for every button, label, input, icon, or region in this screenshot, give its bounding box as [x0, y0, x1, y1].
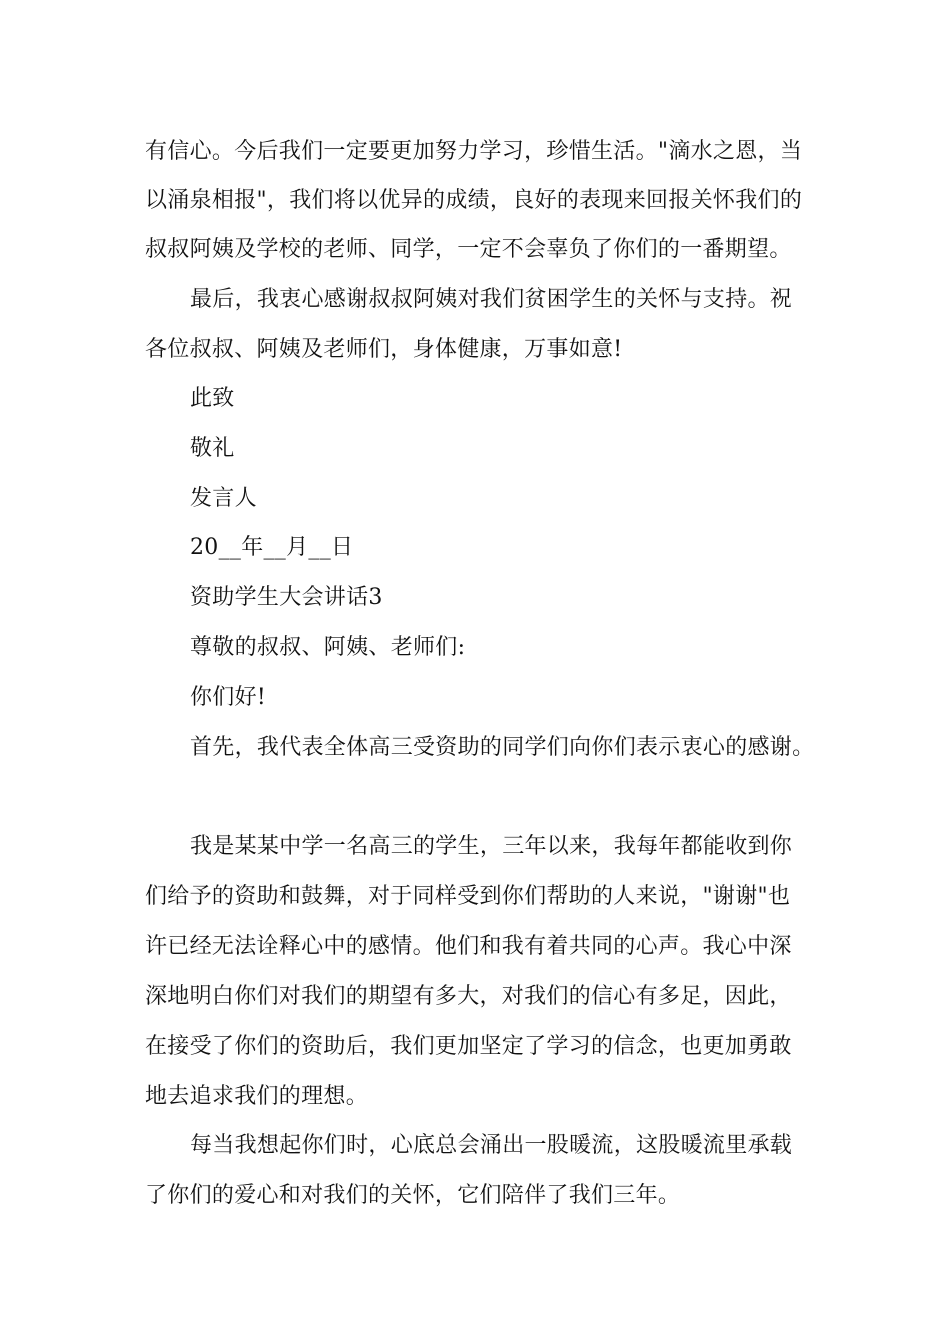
text-line: 叔叔阿姨及学校的老师、同学，一定不会辜负了你们的一番期望。 [145, 237, 792, 262]
text-line: 们给予的资助和鼓舞，对于同样受到你们帮助的人来说，"谢谢"也 [145, 884, 791, 909]
text-line: 我是某某中学一名高三的学生，三年以来，我每年都能收到你 [190, 834, 793, 859]
text-line: 有信心。今后我们一定要更加努力学习，珍惜生活。"滴水之恩，当 [145, 139, 803, 164]
text-line: 敬礼 [190, 436, 235, 461]
text-line: 尊敬的叔叔、阿姨、老师们: [190, 635, 466, 660]
text-line: 最后，我衷心感谢叔叔阿姨对我们贫困学生的关怀与支持。祝 [190, 287, 793, 312]
text-line: 各位叔叔、阿姨及老师们，身体健康，万事如意! [145, 337, 623, 362]
text-line: 了你们的爱心和对我们的关怀，它们陪伴了我们三年。 [145, 1183, 681, 1208]
text-line: 地去追求我们的理想。 [145, 1084, 369, 1109]
text-line: 深地明白你们对我们的期望有多大，对我们的信心有多足，因此， [145, 984, 792, 1009]
text-line: 每当我想起你们时，心底总会涌出一股暖流，这股暖流里承载 [190, 1133, 793, 1158]
text-line: 此致 [190, 386, 235, 411]
section-title: 资助学生大会讲话3 [190, 585, 383, 610]
text-line: 首先，我代表全体高三受资助的同学们向你们表示衷心的感谢。 [190, 735, 815, 760]
text-line: 20__年__月__日 [190, 535, 354, 560]
text-line: 以涌泉相报"，我们将以优异的成绩，良好的表现来回报关怀我们的 [145, 188, 803, 213]
text-line: 许已经无法诠释心中的感情。他们和我有着共同的心声。我心中深 [145, 934, 792, 959]
text-line: 发言人 [190, 486, 257, 511]
text-line: 你们好! [190, 685, 267, 710]
text-line: 在接受了你们的资助后，我们更加坚定了学习的信念，也更加勇敢 [145, 1034, 792, 1059]
